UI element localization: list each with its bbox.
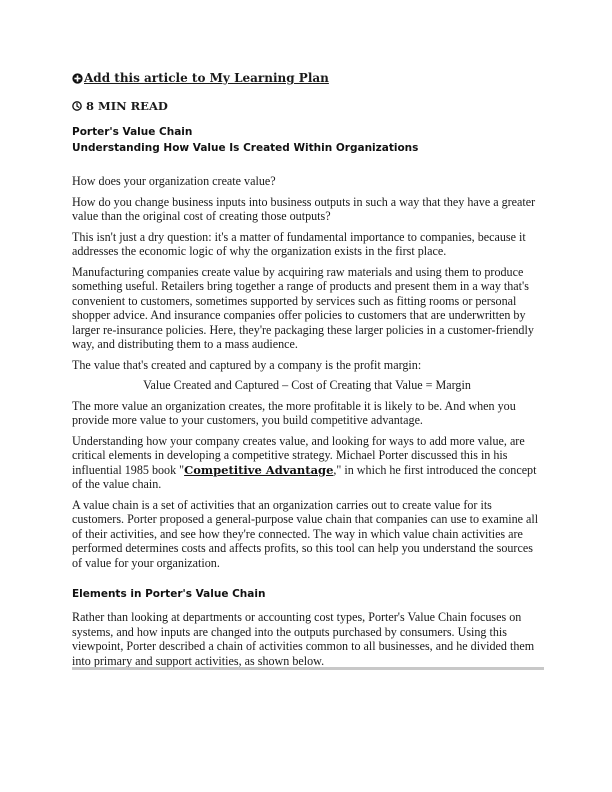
horizontal-scrollbar[interactable] <box>72 667 544 670</box>
text-span: ," in which he first introduced the concept of the value chain. <box>72 462 537 491</box>
section-heading: Elements in Porter's Value Chain <box>72 588 266 600</box>
paragraph: Rather than looking at departments or accounting cost types, Porter's Value Chain focuses on systems, and how inputs are changed into the outputs purchased by consumers. Using this viewpoint, Porter described a chain of activities common to all businesses, and he divided them into primary and support activities, as shown below. <box>72 610 535 667</box>
paragraph <box>72 434 542 492</box>
competitive-advantage-link[interactable]: Competitive Advantage <box>184 462 334 477</box>
paragraph: Manufacturing companies create value by acquiring raw materials and using them to produce something useful. Retailers bring together a range of products and present them in a way that's convenient to customers, sometimes supported by services such as fitting rooms or personal shopper advice. And insurance companies offer policies to customers that are underwritten by larger re-insurance policies. Here, they're packaging these larger policies in a customer-friendly way, and distributing them to a mass audience. <box>72 264 534 351</box>
margin-formula: Value Created and Captured – Cost of Creating that Value = Margin <box>143 378 471 392</box>
paragraph: A value chain is a set of activities that an organization carries out to create value for its customers. Porter proposed a general-purpose value chain that companies can use to examine all of their activities, and see how they're connected. The way in which value chain activities are performed determines costs and affects profits, so this tool can help you understand the sources of value for your organization. <box>72 497 539 570</box>
paragraph: How does your organization create value? <box>72 174 276 188</box>
paragraph: How do you change business inputs into business outputs in such a way that they have a greater value than the original cost of creating those outputs? <box>72 194 536 223</box>
add-to-learning-plan-label: Add this article to My Learning Plan <box>84 71 329 85</box>
paragraph: The value that's created and captured by a company is the profit margin: <box>72 357 422 372</box>
clipped-content <box>72 610 542 670</box>
article-page <box>72 70 542 670</box>
text-span: Understanding how your company creates value, and looking for ways to add more value, are critical elements in developing a competitive strategy. Michael Porter discussed this in his influential 1985 book " <box>72 433 525 477</box>
paragraph: This isn't just a dry question: it's a matter of fundamental importance to companies, because it addresses the economic logic of why the organization exists in the first place. <box>72 229 526 258</box>
plus-circle-icon <box>72 73 83 84</box>
read-time-label: 8 MIN READ <box>86 99 168 113</box>
article-title: Porter's Value Chain <box>72 126 193 138</box>
add-to-learning-plan-link[interactable] <box>72 70 542 86</box>
article-subtitle: Understanding How Value Is Created Within Organizations <box>72 142 419 154</box>
clock-icon <box>72 101 82 111</box>
read-time <box>72 98 542 114</box>
paragraph: The more value an organization creates, the more profitable it is likely to be. And when you provide more value to your customers, you build competitive advantage. <box>72 398 516 427</box>
